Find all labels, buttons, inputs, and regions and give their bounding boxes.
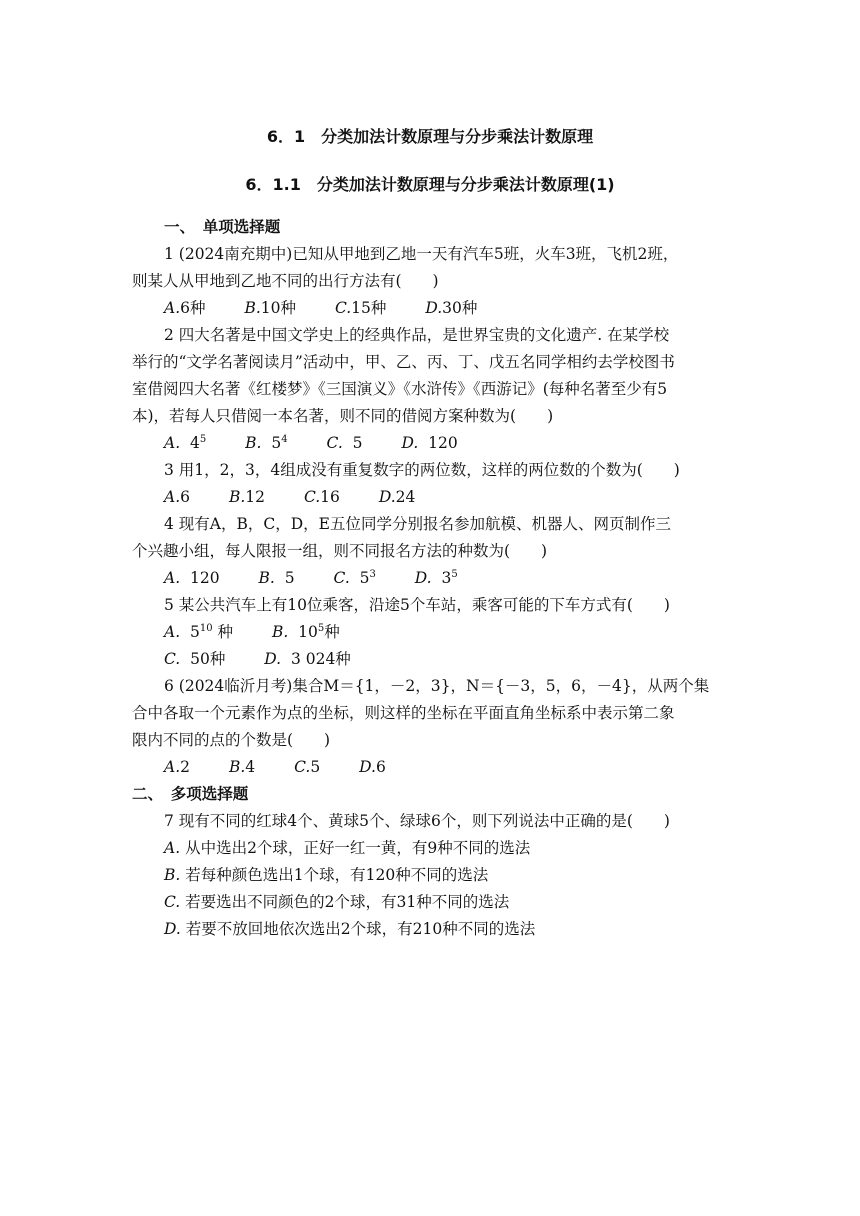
question-7-line-1: 7 现有不同的红球4个、黄球5个、绿球6个，则下列说法中正确的是( ) [164, 812, 670, 830]
section-title: 6．1.1 分类加法计数原理与分步乘法计数原理(1) [245, 175, 615, 194]
section-heading-multiple-choice: 二、 多项选择题 [132, 785, 249, 803]
option-d: D. 120 [401, 434, 458, 452]
question-5-options-row-1 [132, 619, 732, 646]
question-3-line-1: 3 用1，2，3，4组成没有重复数字的两位数，这样的两位数的个数为( ) [164, 461, 680, 479]
option-a: A.6种 [164, 299, 206, 317]
option-c: C.15种 [334, 299, 387, 317]
question-1-options [132, 295, 732, 322]
option-a: A. $4^5$ [164, 434, 207, 452]
option-c: C. $5^3$ [333, 569, 376, 587]
option-c: C. 50种 [164, 650, 226, 668]
question-content [132, 214, 732, 943]
option-b: B.12 [228, 488, 265, 506]
option-c: C.5 [294, 758, 321, 776]
question-5-line-1: 5 某公共汽车上有10位乘客，沿途5个车站，乘客可能的下车方式有( ) [164, 596, 670, 614]
question-1-line-2: 则某人从甲地到乙地不同的出行方法有( ) [132, 272, 439, 290]
question-2-line-4: 本)，若每人只借阅一本名著，则不同的借阅方案种数为( ) [132, 407, 554, 425]
question-2-line-2: 举行的“文学名著阅读月”活动中，甲、乙、丙、丁、戊五名同学相约去学校图书 [132, 353, 675, 371]
question-4-options [132, 565, 732, 592]
question-2-line-1: 2 四大名著是中国文学史上的经典作品，是世界宝贵的文化遗产. 在某学校 [164, 326, 670, 344]
question-3-options [132, 484, 732, 511]
option-b: B. 5 [258, 569, 295, 587]
option-a: A. $5^{10}$ 种 [164, 623, 234, 641]
question-5-options-row-2 [132, 646, 732, 673]
chapter-title: 6．1 分类加法计数原理与分步乘法计数原理 [266, 127, 594, 146]
question-1-line-1: 1 (2024南充期中)已知从甲地到乙地一天有汽车5班，火车3班，飞机2班， [164, 245, 679, 263]
question-7-option-a: A. 从中选出2个球，正好一红一黄，有9种不同的选法 [164, 839, 531, 857]
option-d: D.24 [378, 488, 416, 506]
option-a: A.6 [164, 488, 190, 506]
option-b: B. $5^4$ [245, 434, 288, 452]
option-b: B.10种 [244, 299, 296, 317]
option-a: A.2 [164, 758, 190, 776]
option-d: D. 3 024种 [264, 650, 351, 668]
question-6-options [132, 754, 732, 781]
option-b: B. $10^5$种 [271, 623, 340, 641]
question-7-option-d: D. 若要不放回地依次选出2个球，有210种不同的选法 [164, 920, 536, 938]
option-d: D.6 [359, 758, 386, 776]
question-4-line-1: 4 现有A，B，C，D，E五位同学分别报名参加航模、机器人、网页制作三 [164, 515, 671, 533]
question-6-line-3: 限内不同的点的个数是( ) [132, 731, 331, 749]
option-c: C. 5 [326, 434, 363, 452]
section-heading-single-choice: 一、 单项选择题 [164, 218, 281, 236]
question-6-line-1: 6 (2024临沂月考)集合M＝{1，－2，3}，N＝{－3，5，6，－4}，从两个集 [164, 677, 710, 695]
question-7-option-b: B. 若每种颜色选出1个球，有120种不同的选法 [164, 866, 489, 884]
question-4-line-2: 个兴趣小组，每人限报一组，则不同报名方法的种数为( ) [132, 542, 548, 560]
option-b: B.4 [228, 758, 256, 776]
question-6-line-2: 合中各取一个元素作为点的坐标，则这样的坐标在平面直角坐标系中表示第二象 [132, 704, 675, 722]
question-2-line-3: 室借阅四大名著《红楼梦》《三国演义》《水浒传》《西游记》(每种名著至少有5 [132, 380, 668, 398]
question-2-options [132, 430, 732, 457]
question-7-option-c: C. 若要选出不同颜色的2个球，有31种不同的选法 [164, 893, 510, 911]
option-d: D. $3^5$ [414, 569, 458, 587]
option-a: A. 120 [164, 569, 220, 587]
option-d: D.30种 [425, 299, 478, 317]
option-c: C.16 [303, 488, 340, 506]
